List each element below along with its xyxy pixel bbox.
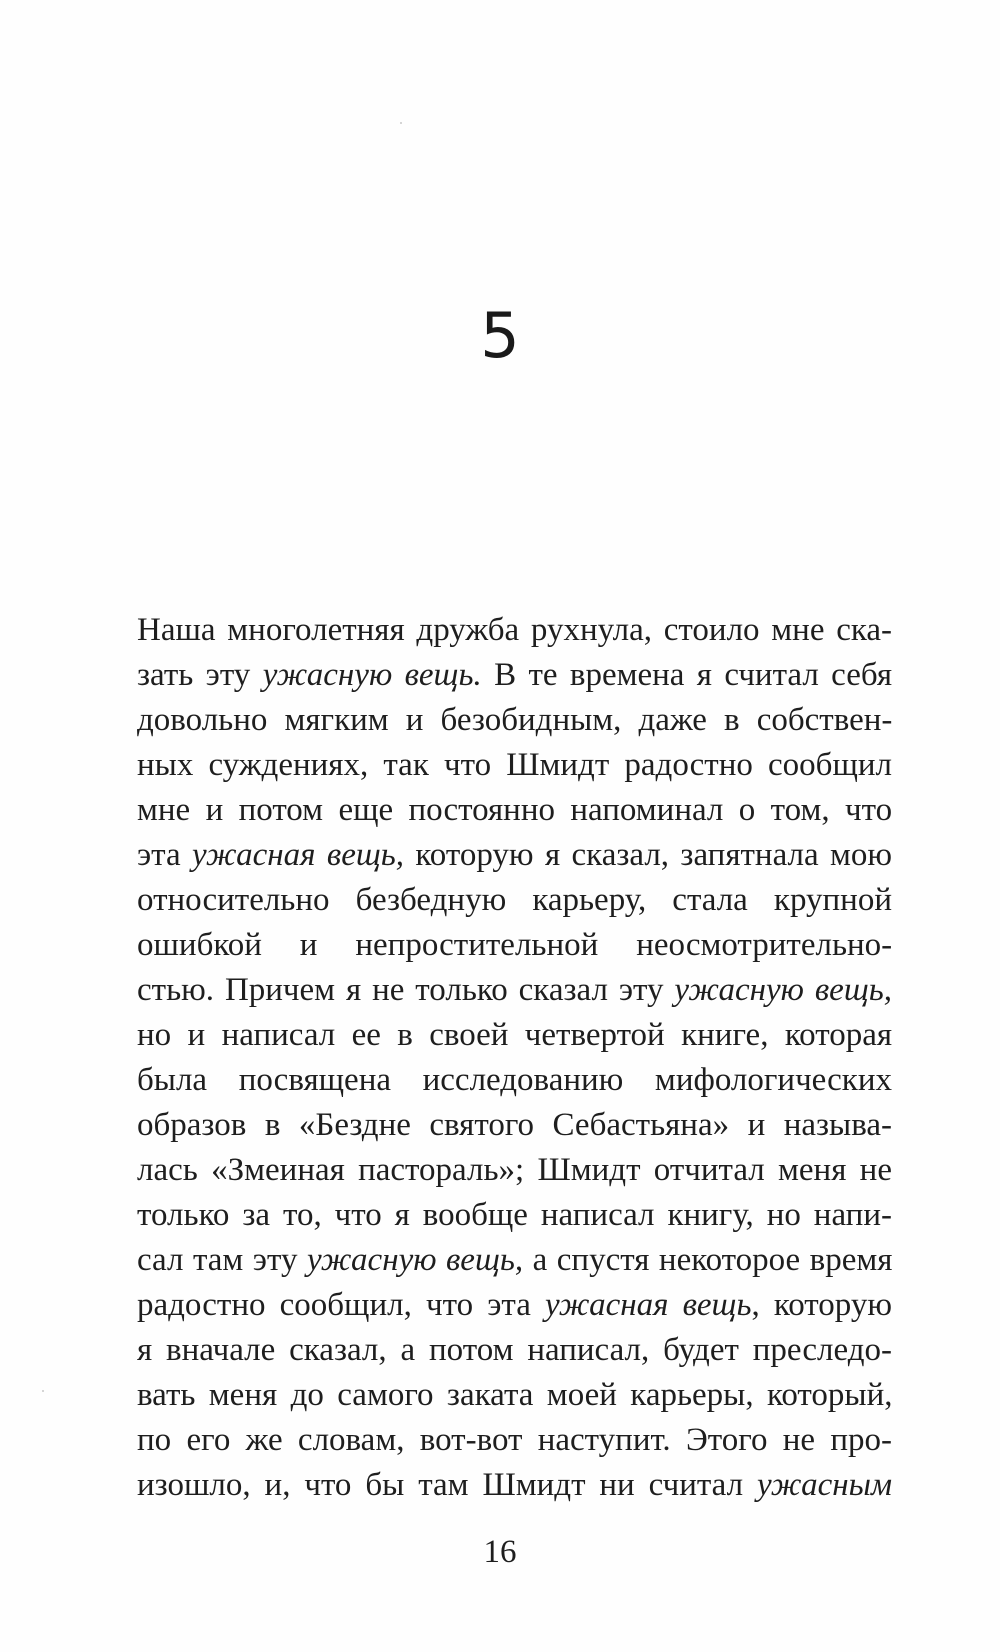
text-line	[137, 878, 892, 923]
text-run: я вначале сказал, а потом написал, будет преследо-	[137, 1332, 892, 1368]
text-line	[137, 1418, 892, 1463]
text-run: стью. Причем я не только сказал эту	[137, 972, 675, 1008]
text-run: вать меня до самого заката моей карьеры, который,	[137, 1377, 893, 1413]
text-run: радостно сообщил, что эта	[137, 1287, 545, 1323]
text-run: мне и потом еще постоянно напоминал о том, что	[137, 792, 893, 828]
text-run: , которую	[751, 1287, 892, 1323]
text-run: относительно безбедную карьеру, стала крупной	[137, 882, 892, 918]
italic-phrase: ужасную вещь,	[674, 972, 893, 1008]
text-line	[137, 608, 892, 653]
text-run: по его же словам, вот-вот наступит. Этого не про-	[137, 1422, 892, 1458]
text-line	[137, 743, 892, 788]
text-line	[137, 1463, 892, 1508]
text-line	[137, 1058, 892, 1103]
text-run: зать эту	[137, 657, 263, 693]
paper-speck	[400, 122, 402, 124]
text-line	[137, 833, 892, 878]
text-run: которую я сказал, запятнала мою	[404, 837, 893, 873]
text-run: ошибкой и непростительной неосмотрительно-	[137, 927, 893, 963]
text-line	[137, 653, 892, 698]
italic-phrase: ужасная вещь,	[192, 837, 405, 873]
text-run: довольно мягким и безобидным, даже в собствен-	[137, 702, 893, 738]
text-run: изошло, и, что бы там Шмидт ни считал	[137, 1467, 757, 1503]
text-run: лась «Змеиная пастораль»; Шмидт отчитал меня не	[137, 1152, 892, 1188]
chapter-number: 5	[480, 299, 520, 372]
text-line	[137, 1328, 892, 1373]
text-run: только за то, что я вообще написал книгу, но напи-	[137, 1197, 892, 1233]
italic-phrase: ужасная вещь	[544, 1287, 752, 1323]
text-run: ных суждениях, так что Шмидт радостно сообщил	[137, 747, 892, 783]
text-line	[137, 923, 892, 968]
italic-phrase: ужасную вещь.	[262, 657, 482, 693]
page-number: 16	[483, 1534, 517, 1570]
text-line	[137, 1193, 892, 1238]
text-line	[137, 1103, 892, 1148]
text-line	[137, 1238, 892, 1283]
text-run: была посвящена исследованию мифологических	[137, 1062, 892, 1098]
text-line	[137, 1148, 892, 1193]
text-run: образов в «Бездне святого Себастьяна» и называ-	[137, 1107, 892, 1143]
text-run: эта	[137, 837, 193, 873]
chapter-paragraph	[137, 608, 892, 1508]
text-run: В те времена я считал себя	[481, 657, 893, 693]
text-run: Наша многолетняя дружба рухнула, стоило мне ска-	[137, 612, 893, 648]
text-run: но и написал ее в своей четвертой книге, которая	[137, 1017, 893, 1053]
text-run: а спустя некоторое время	[523, 1242, 893, 1278]
text-run: сал там эту	[137, 1242, 307, 1278]
text-line	[137, 1373, 892, 1418]
text-line	[137, 1013, 892, 1058]
text-line	[137, 788, 892, 833]
text-line	[137, 968, 892, 1013]
paper-speck	[42, 1390, 44, 1392]
italic-phrase: ужасным	[756, 1467, 892, 1503]
text-line	[137, 698, 892, 743]
italic-phrase: ужасную вещь,	[306, 1242, 524, 1278]
text-line	[137, 1283, 892, 1328]
